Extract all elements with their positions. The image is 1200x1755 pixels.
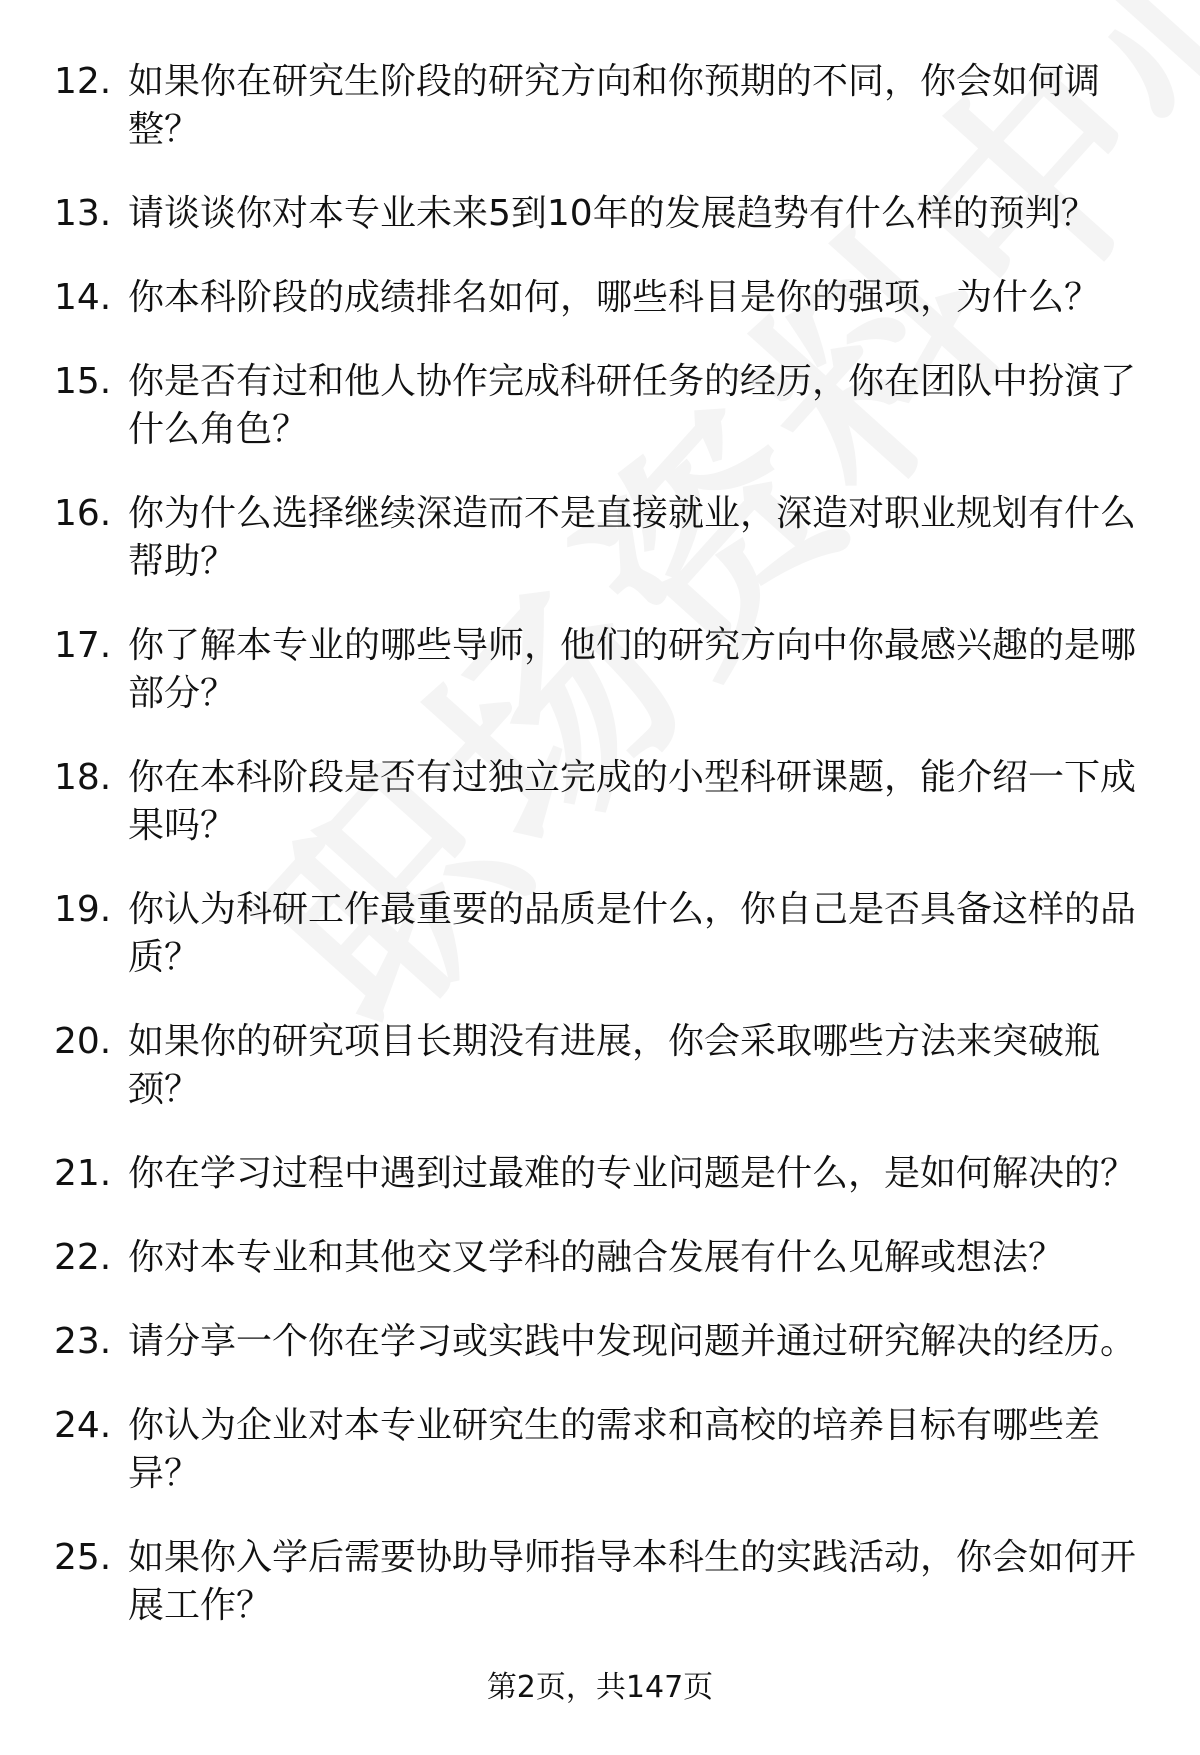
question-number: 15. bbox=[54, 361, 112, 402]
question-number: 18. bbox=[54, 757, 112, 798]
question-text: 你认为企业对本专业研究生的需求和高校的培养目标有哪些差异？ bbox=[128, 1405, 1101, 1494]
question-number: 13. bbox=[54, 193, 112, 234]
question-text: 你在学习过程中遇到过最难的专业问题是什么，是如何解决的？ bbox=[128, 1153, 1137, 1194]
question-text: 你对本专业和其他交叉学科的融合发展有什么见解或想法？ bbox=[128, 1237, 1065, 1278]
question-text: 如果你在研究生阶段的研究方向和你预期的不同，你会如何调整？ bbox=[128, 61, 1101, 150]
question-number: 24. bbox=[54, 1405, 112, 1446]
question-number: 16. bbox=[54, 493, 112, 534]
question-text: 你是否有过和他人协作完成科研任务的经历，你在团队中扮演了什么角色？ bbox=[128, 361, 1137, 450]
question-text: 你在本科阶段是否有过独立完成的小型科研课题，能介绍一下成果吗？ bbox=[128, 757, 1137, 846]
question-number: 12. bbox=[54, 61, 112, 102]
question-number: 23. bbox=[54, 1321, 112, 1362]
question-number: 21. bbox=[54, 1153, 112, 1194]
question-number: 14. bbox=[54, 277, 112, 318]
question-text: 如果你的研究项目长期没有进展，你会采取哪些方法来突破瓶颈？ bbox=[128, 1021, 1101, 1110]
question-number: 25. bbox=[54, 1537, 112, 1578]
question-text: 你为什么选择继续深造而不是直接就业，深造对职业规划有什么帮助？ bbox=[128, 493, 1137, 582]
question-text: 请谈谈你对本专业未来5到10年的发展趋势有什么样的预判？ bbox=[128, 193, 1097, 234]
question-text: 你本科阶段的成绩排名如何，哪些科目是你的强项，为什么？ bbox=[128, 277, 1101, 318]
question-text: 如果你入学后需要协助导师指导本科生的实践活动，你会如何开展工作？ bbox=[128, 1537, 1137, 1626]
question-number: 17. bbox=[54, 625, 112, 666]
question-number: 19. bbox=[54, 889, 112, 930]
page-number: 第2页，共147页 bbox=[486, 1670, 714, 1705]
question-text: 请分享一个你在学习或实践中发现问题并通过研究解决的经历。 bbox=[128, 1321, 1137, 1362]
question-number: 22. bbox=[54, 1237, 112, 1278]
question-number: 20. bbox=[54, 1021, 112, 1062]
question-text: 你了解本专业的哪些导师，他们的研究方向中你最感兴趣的是哪部分？ bbox=[128, 625, 1137, 714]
question-text: 你认为科研工作最重要的品质是什么，你自己是否具备这样的品质？ bbox=[128, 889, 1137, 978]
